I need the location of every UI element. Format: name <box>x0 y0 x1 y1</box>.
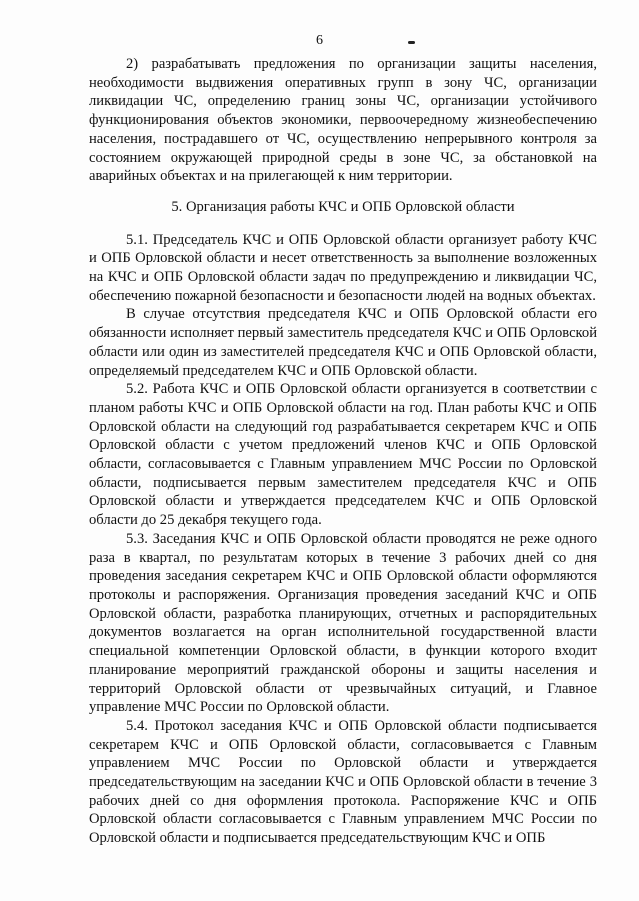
paragraph-5-2: 5.2. Работа КЧС и ОПБ Орловской области организуется в соответствии с планом работы КЧС и ОПБ Орловской области на год. План работы КЧС и ОПБ Орловской области на следующий год разрабатывается секретарем КЧС и ОПБ Орловской области с учетом предложений членов КЧС и ОПБ Орловской области, согласовывается с Главным управлением МЧС России по Орловской области, подписывается первым заместителем председателя КЧС и ОПБ Орловской области и утверждается председателем КЧС и ОПБ Орловской области до 25 декабря текущего года. <box>89 381 597 529</box>
scan-speck <box>408 41 415 44</box>
document-body <box>89 55 597 848</box>
paragraph-5-4: 5.4. Протокол заседания КЧС и ОПБ Орловской области подписывается секретарем КЧС и ОПБ Орловской области, согласовывается с Главным управлением МЧС России по Орловской области и утверждается председательствующим на заседании КЧС и ОПБ Орловской области в течение 3 рабочих дней со дня оформления протокола. Распоряжение КЧС и ОПБ Орловской области согласовывается с Главным управлением МЧС России по Орловской области и подписывается председательствующим КЧС и ОПБ <box>89 717 597 847</box>
paragraph-absence-duties: В случае отсутствия председателя КЧС и ОПБ Орловской области его обязанности исполняет первый заместитель председателя КЧС и ОПБ Орловской области или один из заместителей председателя КЧС и ОПБ Орловской области, определяемый председателем КЧС и ОПБ Орловской области. <box>89 306 597 379</box>
section-heading: 5. Организация работы КЧС и ОПБ Орловской области <box>171 198 515 215</box>
intro-paragraph: 2) разрабатывать предложения по организации защиты населения, необходимости выдвижения оперативных групп в зону ЧС, организации ликвидации ЧС, определению границ зоны ЧС, организации устойчивого функционирования объектов экономики, первоочередному жизнеобеспечению населения, пострадавшего от ЧС, осуществлению непрерывного контроля за состоянием окружающей природной среды в зоне ЧС, за обстановкой на аварийных объектах и на прилегающей к ним территории. <box>89 56 597 185</box>
paragraph-5-3: 5.3. Заседания КЧС и ОПБ Орловской области проводятся не реже одного раза в квартал, по результатам которых в течение 3 рабочих дней со дня проведения заседания секретарем КЧС и ОПБ Орловской области оформляются протоколы и распоряжения. Организация проведения заседаний КЧС и ОПБ Орловской области, разработка планирующих, отчетных и распорядительных документов возлагается на орган исполнительной государственной власти специальной компетенции Орловской области, в функции которого входит планирование мероприятий гражданской обороны и защиты населения и территорий Орловской области от чрезвычайных ситуаций, и Главное управление МЧС России по Орловской области. <box>89 530 597 716</box>
page-number: 6 <box>316 33 323 48</box>
paragraph-5-1: 5.1. Председатель КЧС и ОПБ Орловской области организует работу КЧС и ОПБ Орловской области и несет ответственность за выполнение возложенных на КЧС и ОПБ Орловской области задач по предупреждению и ликвидации ЧС, обеспечению пожарной безопасности и безопасности людей на водных объектах. <box>89 231 597 304</box>
